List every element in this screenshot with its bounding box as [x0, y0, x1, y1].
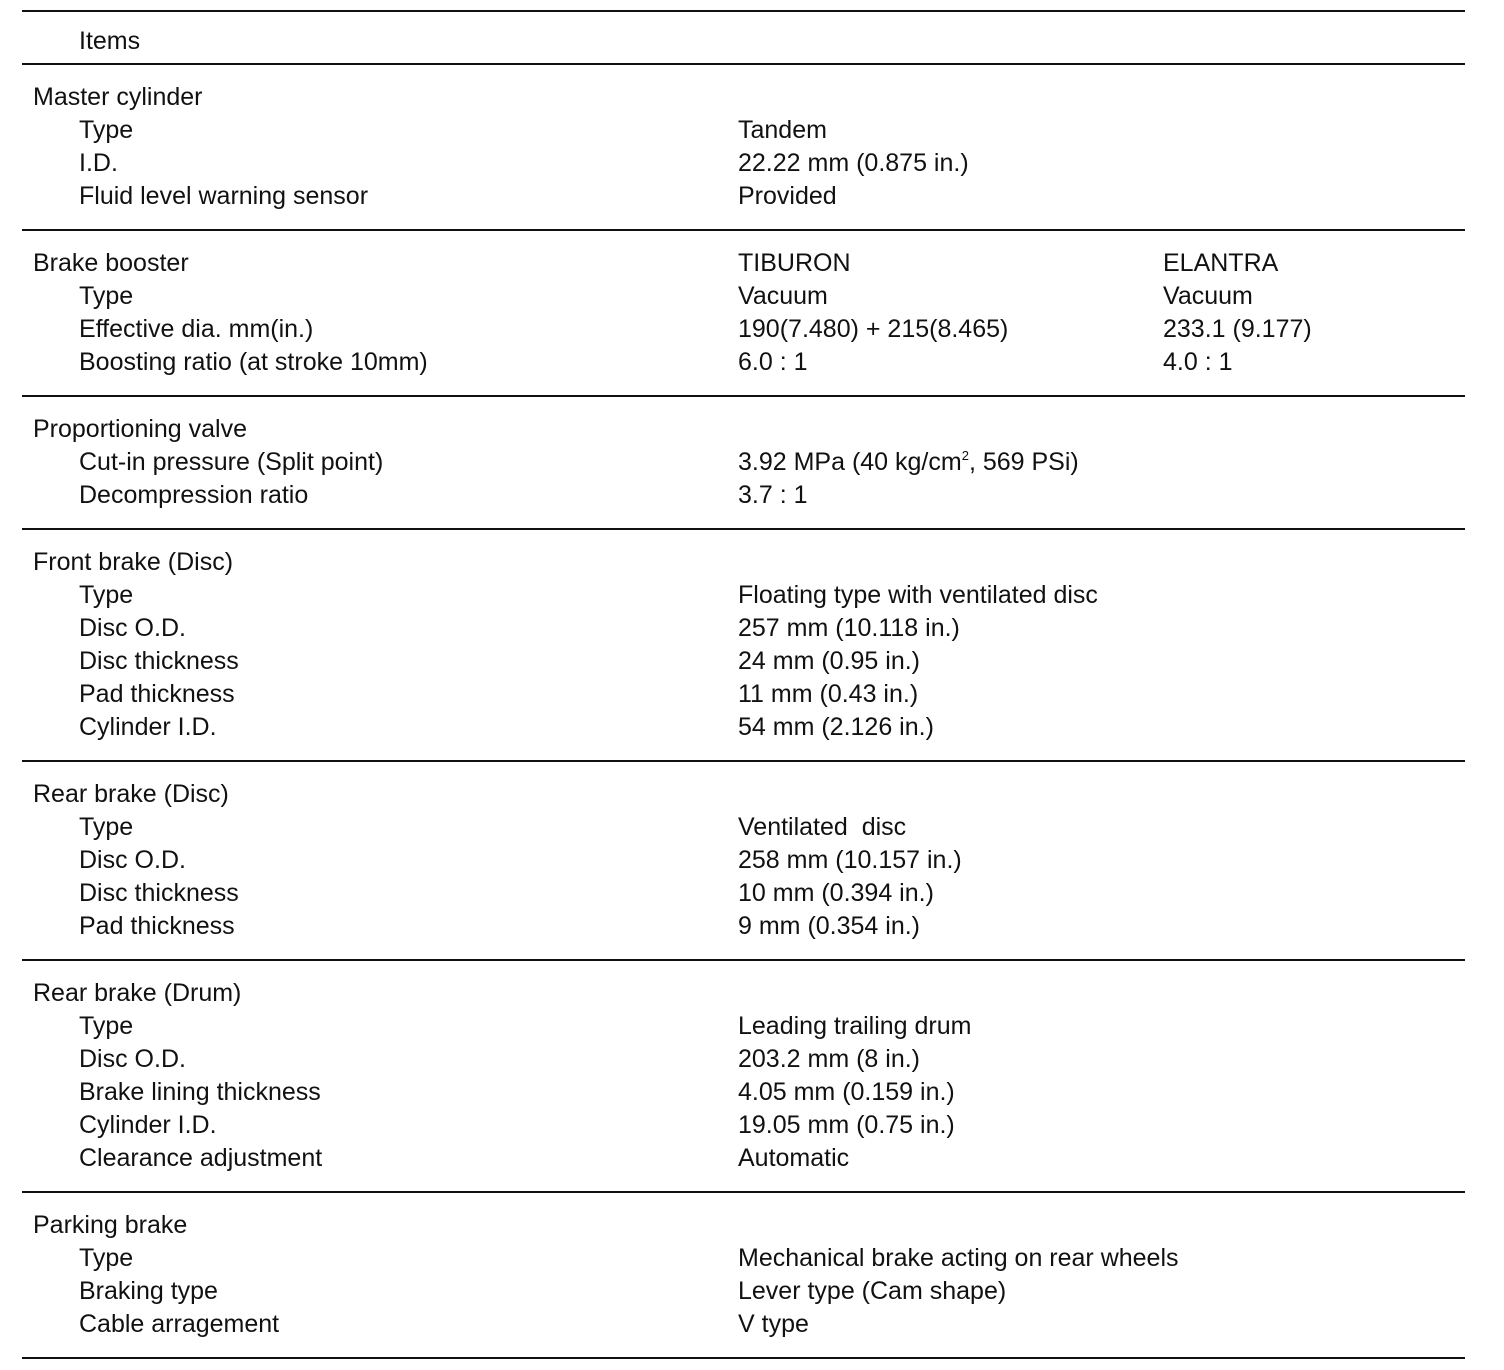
spec-value: 203.2 mm (8 in.) — [738, 1045, 921, 1073]
spec-row — [22, 1076, 1465, 1109]
spec-value: Automatic — [738, 1144, 850, 1172]
spec-value: 257 mm (10.118 in.) — [738, 614, 960, 642]
section-title-row — [22, 247, 1465, 280]
spec-label: Clearance adjustment — [79, 1144, 323, 1172]
spec-label: I.D. — [79, 149, 118, 177]
spec-table — [22, 10, 1465, 1359]
spec-label: Cylinder I.D. — [79, 1111, 217, 1139]
section-title: Rear brake (Disc) — [33, 780, 229, 808]
spec-row — [22, 1142, 1465, 1175]
spec-row — [22, 280, 1465, 313]
section-title: Brake booster — [33, 249, 189, 277]
spec-value: Ventilated disc — [738, 813, 907, 841]
spec-value: Leading trailing drum — [738, 1012, 972, 1040]
section-title-row — [22, 413, 1465, 446]
value-suffix: , 569 PSi) — [968, 448, 1079, 476]
spec-label: Disc O.D. — [79, 1045, 186, 1073]
section-rear-brake-drum — [22, 961, 1465, 1191]
spec-row — [22, 1242, 1465, 1275]
spec-row — [22, 844, 1465, 877]
table-bottom-rule — [22, 1357, 1465, 1359]
spec-row — [22, 446, 1465, 479]
spec-label: Type — [79, 116, 134, 144]
superscript: 2 — [961, 448, 969, 463]
spec-label: Pad thickness — [79, 680, 235, 708]
spec-label: Boosting ratio (at stroke 10mm) — [79, 348, 428, 376]
spec-row — [22, 1010, 1465, 1043]
spec-label: Type — [79, 1012, 134, 1040]
spec-value: 19.05 mm (0.75 in.) — [738, 1111, 955, 1139]
spec-value-tiburon: 190(7.480) + 215(8.465) — [738, 315, 1009, 343]
spec-value-tiburon: 6.0 : 1 — [738, 348, 808, 376]
section-title: Rear brake (Drum) — [33, 979, 242, 1007]
spec-value: 54 mm (2.126 in.) — [738, 713, 934, 741]
column-header-tiburon: TIBURON — [738, 249, 851, 277]
spec-label: Disc O.D. — [79, 846, 186, 874]
section-front-brake-disc — [22, 530, 1465, 760]
column-header-elantra: ELANTRA — [1163, 249, 1279, 277]
section-parking-brake — [22, 1193, 1465, 1357]
spec-label: Decompression ratio — [79, 481, 309, 509]
section-proportioning-valve — [22, 397, 1465, 528]
spec-row — [22, 910, 1465, 943]
section-title-row — [22, 546, 1465, 579]
section-title-row — [22, 81, 1465, 114]
spec-value-tiburon: Vacuum — [738, 282, 828, 310]
section-title: Proportioning valve — [33, 415, 248, 443]
section-title-row — [22, 977, 1465, 1010]
spec-value-elantra: 233.1 (9.177) — [1163, 315, 1312, 343]
section-brake-booster — [22, 231, 1465, 395]
section-title: Master cylinder — [33, 83, 203, 111]
spec-value: Lever type (Cam shape) — [738, 1277, 1007, 1305]
section-title-row — [22, 778, 1465, 811]
spec-row — [22, 645, 1465, 678]
table-header — [22, 12, 1465, 63]
header-items-label: Items — [79, 27, 141, 55]
spec-label: Fluid level warning sensor — [79, 182, 369, 210]
section-master-cylinder — [22, 65, 1465, 229]
spec-value: 22.22 mm (0.875 in.) — [738, 149, 969, 177]
section-title-row — [22, 1209, 1465, 1242]
spec-value: 4.05 mm (0.159 in.) — [738, 1078, 955, 1106]
spec-label: Effective dia. mm(in.) — [79, 315, 314, 343]
spec-row — [22, 1109, 1465, 1142]
spec-value: Tandem — [738, 116, 827, 144]
spec-row — [22, 180, 1465, 213]
spec-row — [22, 1308, 1465, 1341]
spec-row — [22, 479, 1465, 512]
section-rear-brake-disc — [22, 762, 1465, 959]
spec-value: 24 mm (0.95 in.) — [738, 647, 921, 675]
spec-row — [22, 612, 1465, 645]
spec-row — [22, 1043, 1465, 1076]
spec-value: Floating type with ventilated disc — [738, 581, 1098, 609]
spec-row — [22, 313, 1465, 346]
spec-value: 10 mm (0.394 in.) — [738, 879, 934, 907]
spec-value-elantra: Vacuum — [1163, 282, 1253, 310]
spec-value: 3.7 : 1 — [738, 481, 808, 509]
spec-label: Disc thickness — [79, 879, 239, 907]
spec-label: Type — [79, 813, 134, 841]
spec-row — [22, 114, 1465, 147]
spec-row — [22, 877, 1465, 910]
spec-label: Cut-in pressure (Split point) — [79, 448, 384, 476]
spec-row — [22, 147, 1465, 180]
spec-value-elantra: 4.0 : 1 — [1163, 348, 1233, 376]
spec-value: Provided — [738, 182, 837, 210]
spec-value: 11 mm (0.43 in.) — [738, 680, 919, 708]
spec-row — [22, 346, 1465, 379]
value-main: 3.92 MPa (40 kg/cm — [738, 448, 962, 476]
spec-label: Cable arragement — [79, 1310, 280, 1338]
spec-label: Braking type — [79, 1277, 218, 1305]
spec-label: Type — [79, 1244, 134, 1272]
section-title: Parking brake — [33, 1211, 188, 1239]
spec-label: Cylinder I.D. — [79, 713, 217, 741]
spec-value: Mechanical brake acting on rear wheels — [738, 1244, 1179, 1272]
spec-label: Pad thickness — [79, 912, 235, 940]
spec-row — [22, 579, 1465, 612]
spec-row — [22, 811, 1465, 844]
spec-label: Disc thickness — [79, 647, 239, 675]
spec-value: 9 mm (0.354 in.) — [738, 912, 921, 940]
spec-label: Type — [79, 581, 134, 609]
spec-row — [22, 711, 1465, 744]
spec-label: Brake lining thickness — [79, 1078, 321, 1106]
spec-value: 258 mm (10.157 in.) — [738, 846, 962, 874]
spec-value: V type — [738, 1310, 809, 1338]
spec-label: Type — [79, 282, 134, 310]
spec-row — [22, 1275, 1465, 1308]
spec-value — [738, 446, 1079, 479]
section-title: Front brake (Disc) — [33, 548, 234, 576]
spec-label: Disc O.D. — [79, 614, 186, 642]
spec-row — [22, 678, 1465, 711]
